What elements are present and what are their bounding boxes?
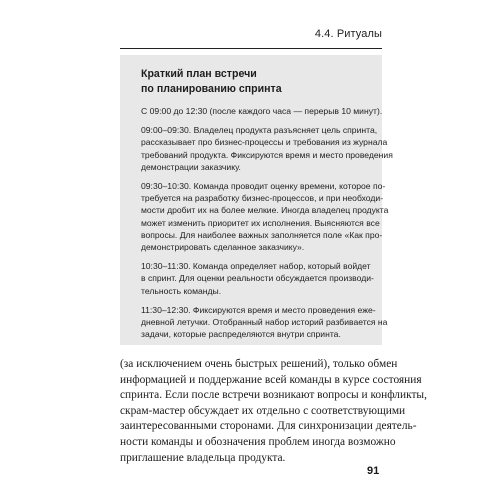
schedule-paragraph [141, 124, 393, 173]
text-line: (за исключением очень быстрых решений), только обмен [120, 358, 398, 370]
text-line: рассказывает про бизнес-процессы и требования из журнала [141, 137, 388, 148]
header-rule [120, 48, 382, 49]
text-line: может изменить приоритет их исполнения. Выясняются все [141, 217, 380, 228]
text-line: требуется на разработку бизнес-процессов, и при необходи- [141, 193, 384, 204]
text-line: 09:00–09:30. Владелец продукта разъясняет цель спринта, [141, 125, 378, 136]
running-header: 4.4. Ритуалы [314, 28, 382, 40]
schedule-paragraph [141, 304, 388, 341]
text-line: вопросы. Для наиболее важных заполняется поле «Как про- [141, 229, 383, 240]
text-line: мости дробит их на более мелкие. Иногда владелец продукта [141, 205, 389, 216]
text-line: дневной летучки. Отобранный набор историй разбивается на [141, 317, 388, 328]
text-line: ности команды и обозначения проблем иногда возможно [120, 435, 396, 448]
schedule-paragraph [141, 260, 373, 297]
sidebar-box-title [141, 67, 373, 97]
page-number: 91 [367, 465, 380, 477]
schedule-paragraph [141, 105, 383, 117]
text-line: демонстрации заказчику. [141, 161, 241, 172]
text-line: 11:30–12:30. Фиксируются время и место проведения еже- [141, 304, 376, 315]
text-line: скрам-мастер обсуждает их отдельно с соответствующими [120, 404, 406, 417]
title-line: по планированию спринта [141, 83, 282, 95]
text-line: демонстрировать сделанное заказчику». [141, 242, 305, 253]
body-paragraph [120, 357, 427, 466]
text-line: приглашение владельца продукта. [120, 451, 286, 464]
text-line: в спринт. Для оценки реальности обсуждается производи- [141, 273, 374, 284]
text-line: информацией и поддержание всей команды в курсе состояния [120, 373, 422, 386]
text-line: задачи, которые распределяются внутри спринта. [141, 329, 341, 340]
text-line: С 09:00 до 12:30 (после каждого часа — перерыв 10 минут). [141, 106, 383, 116]
schedule-paragraph [141, 180, 389, 253]
text-line: тельность команды. [141, 285, 222, 296]
text-line: 10:30–11:30. Команда определяет набор, который войдет [141, 261, 371, 272]
title-line: Краткий план встречи [141, 68, 257, 80]
sidebar-box [120, 55, 393, 345]
text-line: требований продукта. Фиксируются время и место проведения [141, 149, 393, 160]
sidebar-box-content [141, 67, 393, 347]
text-line: спринта. Если после встречи возникают вопросы и конфликты, [120, 389, 427, 402]
text-line: 09:30–10:30. Команда проводит оценку времени, которое по- [141, 181, 386, 192]
text-line: заинтересованными сторонами. Для синхронизации деятель- [120, 420, 417, 433]
